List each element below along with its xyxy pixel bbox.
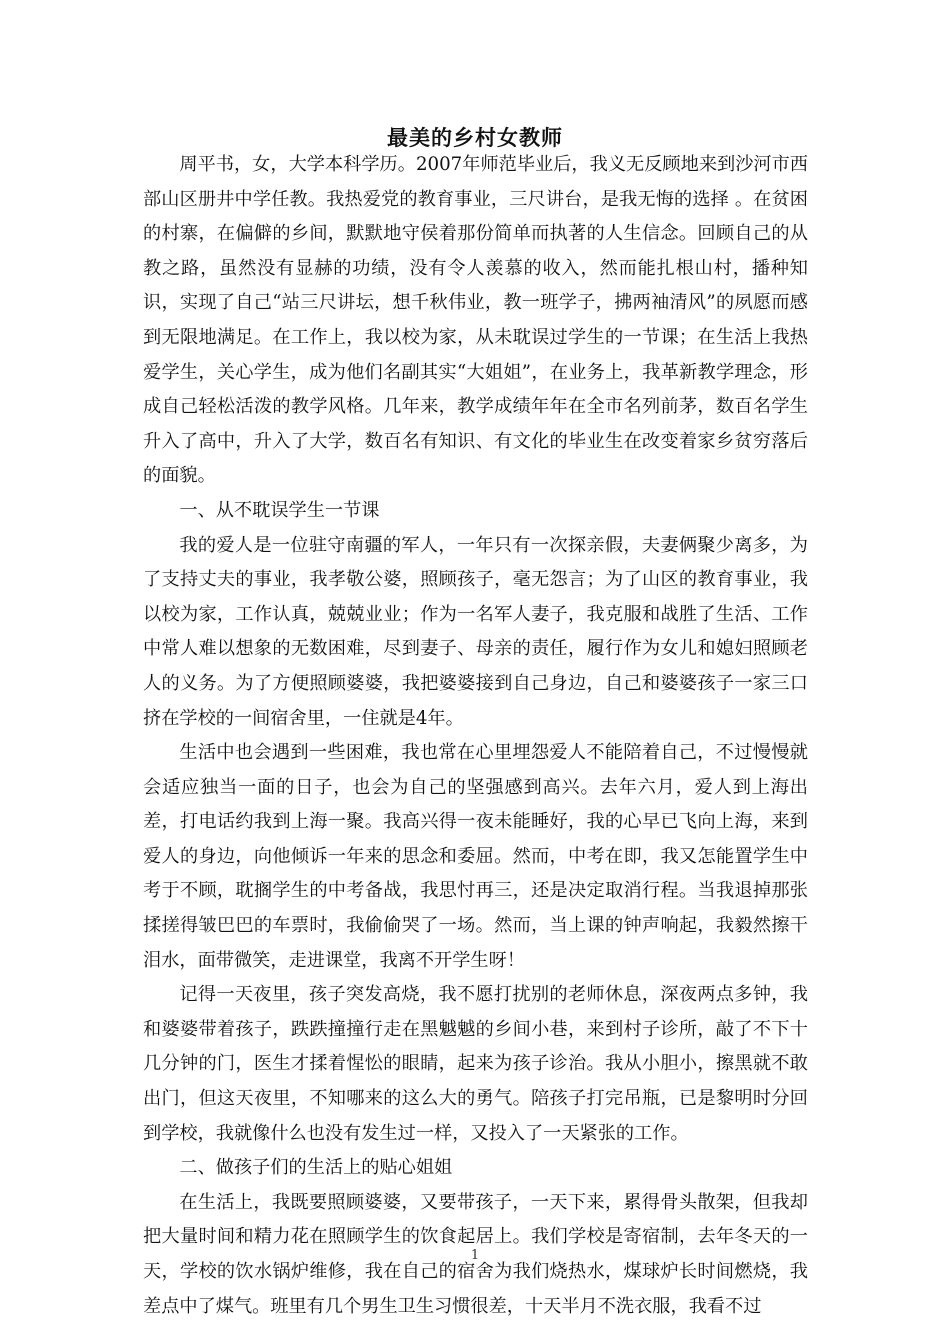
section-heading-2: 二、做孩子们的生活上的贴心姐姐 [179,1157,453,1179]
section-heading-1: 一、从不耽误学生一节课 [179,499,380,521]
paragraph: 在生活上，我既要照顾婆婆，又要带孩子，一天下来，累得骨头散架，但我却把大量时间和精力花在照顾学生的饮食起居上。我们学校是寄宿制，去年冬天的一天，学校的饮水锅炉维修，我在自己的宿舍为我们烧热水，煤球炉长时间燃烧，我差点中了煤气。班里有几个男生卫生习惯很差，十天半月不洗衣服，我看不过 [143,1191,808,1317]
paragraph: 生活中也会遇到一些困难，我也常在心里埋怨爱人不能陪着自己，不过慢慢就会适应独当一面的日子，也会为自己的坚强感到高兴。去年六月，爱人到上海出差，打电话约我到上海一聚。我高兴得一夜未能睡好，我的心早已飞向上海，来到爱人的身边，向他倾诉一年来的思念和委屈。然而，中考在即，我又怎能置学生中考于不顾，耽搁学生的中考备战，我思忖再三，还是决定取消行程。当我退掉那张揉搓得皱巴巴的车票时，我偷偷哭了一场。然而，当上课的钟声响起，我毅然擦干泪水，面带微笑，走进课堂，我离不开学生呀！ [143,742,808,971]
document-body [143,148,808,1324]
paragraph-intro: 周平书，女，大学本科学历。2007年师范毕业后，我义无反顾地来到沙河市西部山区册井中学任教。我热爱党的教育事业，三尺讲台，是我无悔的选择 。在贫困的村寨，在偏僻的乡间，默默地守侯着那份简单而执著的人生信念。回顾自己的从教之路，虽然没有显赫的功绩，没有令人羡慕的收入，然而能扎根山村，播种知识，实现了自己“站三尺讲坛，想千秋伟业，教一班学子，拂两袖清风”的夙愿而感到无限地满足。在工作上，我以校为家，从未耽误过学生的一节课；在生活上我热爱学生，关心学生，成为他们名副其实“大姐姐”，在业务上，我革新教学理念，形成自己轻松活泼的教学风格。几年来，教学成绩年年在全市名列前茅，数百名学生升入了高中，升入了大学，数百名有知识、有文化的毕业生在改变着家乡贫穷落后的面貌。 [143,154,808,487]
paragraph: 记得一天夜里，孩子突发高烧，我不愿打扰别的老师休息，深夜两点多钟，我和婆婆带着孩子，跌跌撞撞行走在黑魆魆的乡间小巷，来到村子诊所，敲了不下十几分钟的门，医生才揉着惺忪的眼睛，起来为孩子诊治。我从小胆小，擦黑就不敢出门，但这天夜里，不知哪来的这么大的勇气。陪孩子打完吊瓶，已是黎明时分回到学校，我就像什么也没有发生过一样，又投入了一天紧张的工作。 [143,984,808,1144]
page-number: 1 [470,1248,480,1263]
paragraph: 我的爱人是一位驻守南疆的军人，一年只有一次探亲假，夫妻俩聚少离多，为了支持丈夫的事业，我孝敬公婆，照顾孩子，毫无怨言；为了山区的教育事业，我以校为家，工作认真，兢兢业业；作为一名军人妻子，我克服和战胜了生活、工作中常人难以想象的无数困难，尽到妻子、母亲的责任，履行作为女儿和媳妇照顾老人的义务。为了方便照顾婆婆，我把婆婆接到自己身边，自己和婆婆孩子一家三口挤在学校的一间宿舍里，一住就是4年。 [143,534,808,729]
document-title: 最美的乡村女教师 [387,126,563,150]
